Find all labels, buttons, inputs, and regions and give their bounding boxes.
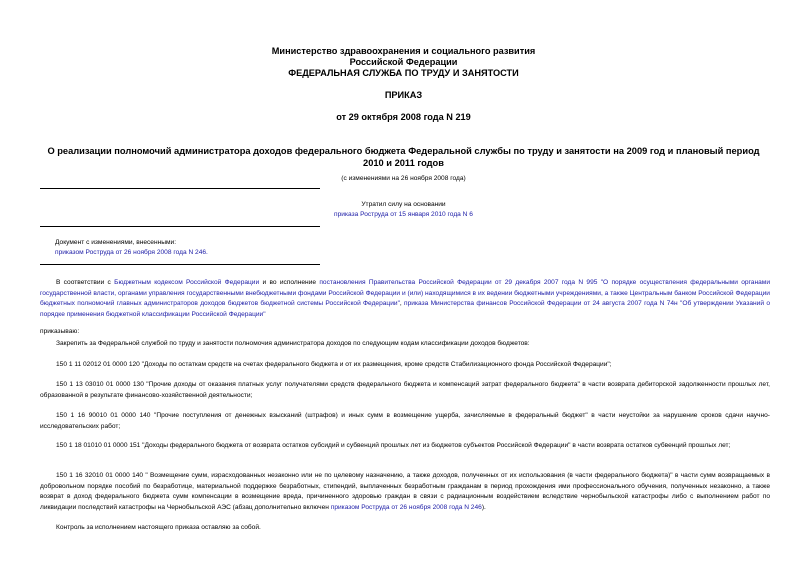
code-item: 150 1 16 90010 01 0000 140 "Прочие поступления от денежных взысканий (штрафов) и иных сумм в возмещение ущерба, зачисляемые в федеральный бюджет" в части неустойки за нарушение сроков сдачи научно-исследовательских работ; bbox=[40, 412, 770, 430]
order-word: приказываю: bbox=[40, 328, 80, 335]
code-item: 150 1 16 32010 01 0000 140 " Возмещение сумм, израсходованных незаконно или не по целевому назначению, а также доходов, полученных от их использования (в части федерального бюджета)" в части сумм возвращаемых в добровольном порядке пособий по безработице, материальной поддержке безработных, стипендий, выплаченных безработным гражданам в период прохождения ими профессионального обучения, полученных незаконно, а также возврат в доход федерального бюджета сумм компенсации в возмещение вреда, причиненного здоровью граждан в связи с радиационным воздействием вследствие чернобыльской катастрофы либо с выполнением работ по ликвидации последствий катастрофы на Чернобыльской АЭС (абзац дополнительно включен приказом Роструда от 26 ноября 2008 года N 246). bbox=[40, 472, 770, 511]
country-name: Российской Федерации bbox=[349, 57, 458, 67]
amendment-note: (с изменениями на 26 ноября 2008 года) bbox=[341, 175, 466, 182]
changes-label: Документ с изменениями, внесенными: bbox=[55, 239, 177, 246]
preamble-paragraph: В соответствии с Бюджетным кодексом Российской Федерации и во исполнение постановления Правительства Российской Федерации от 29 декабря 2007 года N 995 "О порядке осуществления федеральными органами государственной власти, органами управления государственными внебюджетными фондами Российской Федерации и (или) находящимися в их ведении бюджетными учреждениями, а также Центральным банком Российской Федерации бюджетных полномочий главных администраторов доходов бюджетов бюджетной системы Российской Федерации", приказа Министерства финансов Российской Федерации от 24 августа 2007 года N 74н "Об утверждении Указаний о порядке применения бюджетной классификации Российской Федерации" bbox=[40, 279, 771, 318]
budget-code-link[interactable]: Бюджетным кодексом Российской Федерации bbox=[114, 279, 260, 286]
ministry-name: Министерство здравоохранения и социального развития bbox=[271, 46, 536, 56]
invalidated-link[interactable]: приказа Роструда от 15 января 2010 года N 6 bbox=[334, 211, 473, 218]
divider-line bbox=[40, 264, 320, 265]
document-type: ПРИКАЗ bbox=[384, 90, 423, 100]
finance-ministry-order-link[interactable]: приказа Министерства финансов Российской Федерации от 24 августа 2007 года N 74н "Об утверждении Указаний о порядке применения бюджетной классификации Российской Федерации" bbox=[40, 300, 770, 318]
document-date: от 29 октября 2008 года N 219 bbox=[336, 112, 471, 122]
invalidated-label: Утратил силу на основании bbox=[361, 201, 446, 208]
intro-paragraph: Закрепить за Федеральной службой по труду и занятости полномочия администратора доходов по следующим кодам классификации доходов бюджетов: bbox=[56, 340, 530, 347]
amendment-link[interactable]: приказом Роструда от 26 ноября 2008 года N 246 bbox=[330, 503, 482, 511]
code-item: 150 1 18 01010 01 0000 151 "Доходы федерального бюджета от возврата остатков субсидий и субвенций прошлых лет из бюджетов субъектов Российской Федерации" в части возврата остатков субвенций прошлых лет; bbox=[56, 442, 731, 449]
government-decree-link[interactable]: постановления Правительства Российской Федерации от 29 декабря 2007 года N 995 "О порядке осуществления федеральными органами государственной власти, органами управления государственными внебюджетными фондами Российской Федерации и (или) находящимися в их ведении бюджетными учреждениями, а также Центральным банком Российской Федерации бюджетных полномочий главных администраторов доходов бюджетов бюджетной системы Российской Федерации" bbox=[40, 279, 771, 308]
divider-line bbox=[40, 226, 320, 227]
changes-link[interactable]: приказом Роструда от 26 ноября 2008 года N 246. bbox=[55, 249, 208, 256]
code-item: 150 1 13 03010 01 0000 130 "Прочие доходы от оказания платных услуг получателями средств федерального бюджета и компенсаций затрат федерального бюджета" в части возврата дебиторской задолженности прошлых лет, образованной в результате финансово-хозяйственной деятельности; bbox=[40, 381, 770, 399]
code-item: 150 1 11 02012 01 0000 120 "Доходы по остаткам средств на счетах федерального бюджета и от их размещения, кроме средств Стабилизационного фонда Российской Федерации"; bbox=[56, 361, 612, 368]
control-paragraph: Контроль за исполнением настоящего приказа оставляю за собой. bbox=[56, 524, 261, 531]
divider-line bbox=[40, 188, 320, 189]
document-title: О реализации полномочий администратора доходов федерального бюджета Федеральной службы по труду и занятости на 2009 год и плановый период 2010 и 2011 годов bbox=[47, 146, 760, 168]
agency-name: ФЕДЕРАЛЬНАЯ СЛУЖБА ПО ТРУДУ И ЗАНЯТОСТИ bbox=[288, 68, 519, 78]
